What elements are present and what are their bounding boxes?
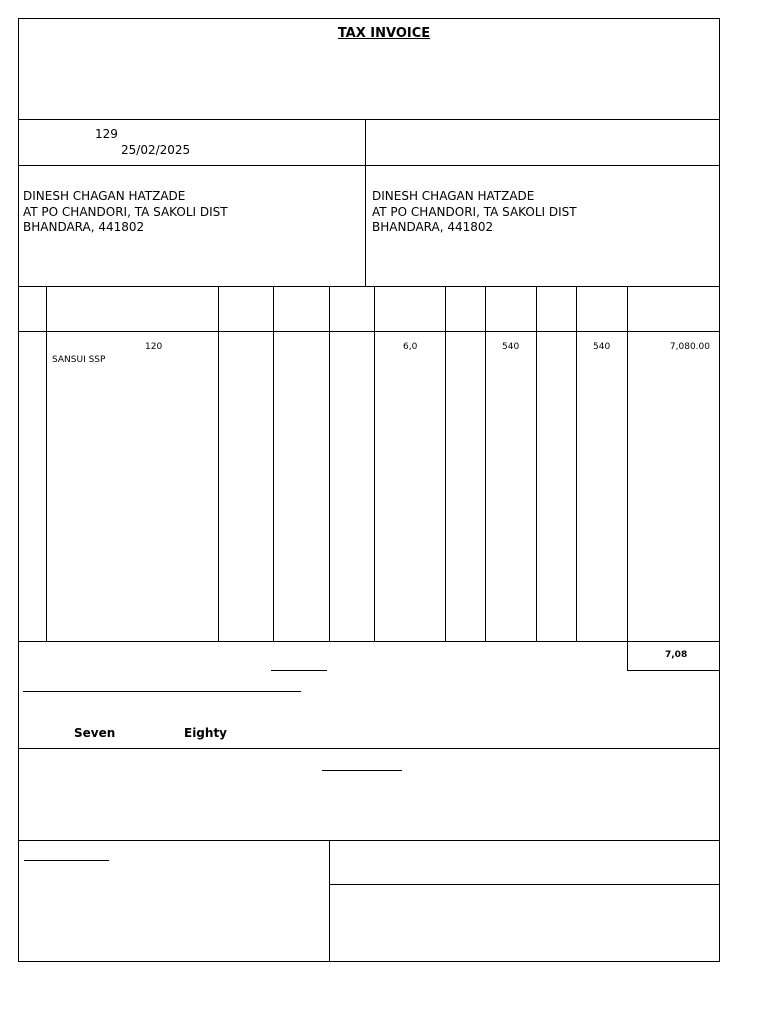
- terms-underline: [322, 770, 402, 771]
- footer-col-divider: [329, 840, 330, 962]
- col-divider-8: [536, 286, 537, 642]
- item-rate: 540: [502, 342, 520, 352]
- billing-line2: BHANDARA, 441802: [23, 220, 145, 234]
- item-hsn: 120: [145, 342, 163, 352]
- amount-word-1: Seven: [74, 726, 116, 740]
- col-divider-7: [485, 286, 486, 642]
- item-description: SANSUI SSP: [52, 355, 106, 365]
- border-bottom: [18, 961, 720, 962]
- col-divider-3: [273, 286, 274, 642]
- signature-divider: [329, 884, 720, 885]
- total-underline: [271, 670, 327, 671]
- invoice-number: 129: [95, 127, 118, 141]
- border-left: [18, 18, 19, 962]
- border-top: [18, 18, 720, 19]
- shipping-line1: AT PO CHANDORI, TA SAKOLI DIST: [372, 204, 577, 219]
- address-divider: [18, 286, 720, 287]
- col-divider-2: [218, 286, 219, 642]
- info-row-divider: [18, 165, 720, 166]
- total-box-bottom: [627, 670, 720, 671]
- item-qty: 6,0: [403, 342, 418, 352]
- billing-line1: AT PO CHANDORI, TA SAKOLI DIST: [23, 204, 228, 219]
- items-header-divider: [18, 331, 720, 332]
- header-divider: [18, 119, 720, 120]
- col-divider-6: [445, 286, 446, 642]
- billing-address: [23, 189, 228, 236]
- items-bottom-divider: [18, 641, 720, 642]
- col-divider-4: [329, 286, 330, 642]
- words-underline: [23, 691, 301, 692]
- shipping-name: DINESH CHAGAN HATZADE: [372, 189, 535, 203]
- item-amount: 7,080.00: [669, 342, 710, 352]
- invoice-title: TAX INVOICE: [337, 26, 431, 41]
- words-divider: [18, 748, 720, 749]
- shipping-address: [372, 189, 577, 236]
- item-taxable: 540: [593, 342, 611, 352]
- col-divider-9: [576, 286, 577, 642]
- grand-total: 7,08: [665, 650, 688, 660]
- bank-underline: [24, 860, 109, 861]
- border-right: [719, 18, 720, 962]
- col-divider-1: [46, 286, 47, 642]
- billing-name: DINESH CHAGAN HATZADE: [23, 189, 186, 203]
- amount-word-2: Eighty: [184, 726, 228, 740]
- invoice-date: 25/02/2025: [121, 143, 191, 157]
- footer-divider: [18, 840, 720, 841]
- info-divider: [365, 119, 366, 287]
- col-divider-5: [374, 286, 375, 642]
- shipping-line2: BHANDARA, 441802: [372, 220, 494, 234]
